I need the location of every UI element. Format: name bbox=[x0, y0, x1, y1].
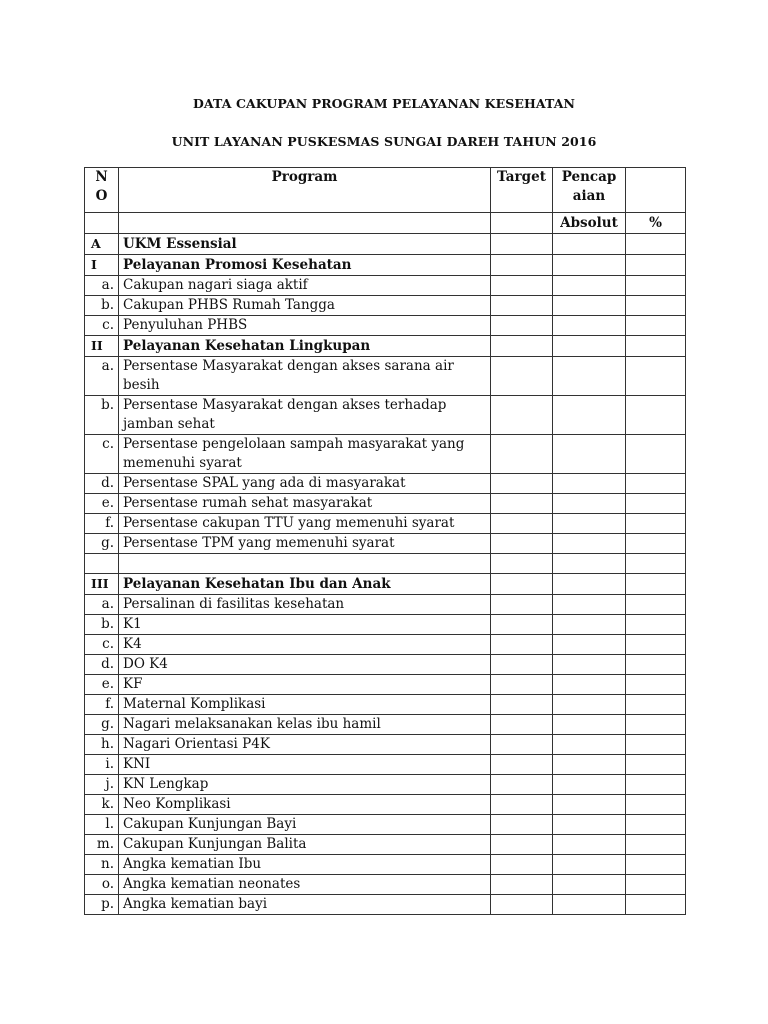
row-target bbox=[491, 494, 553, 514]
row-program: Nagari Orientasi P4K bbox=[119, 735, 491, 755]
header-target: Target bbox=[491, 168, 553, 213]
row-program: Cakupan Kunjungan Bayi bbox=[119, 815, 491, 835]
row-number bbox=[85, 554, 119, 574]
row-target bbox=[491, 855, 553, 875]
row-program: Persentase Masyarakat dengan akses terhadap jamban sehat bbox=[119, 396, 491, 435]
row-absolut bbox=[553, 835, 626, 855]
row-absolut bbox=[553, 494, 626, 514]
row-percent bbox=[626, 554, 686, 574]
row-absolut bbox=[553, 336, 626, 357]
header-empty bbox=[626, 168, 686, 213]
row-number: n. bbox=[85, 855, 119, 875]
row-target bbox=[491, 514, 553, 534]
row-percent bbox=[626, 795, 686, 815]
row-percent bbox=[626, 815, 686, 835]
row-absolut bbox=[553, 815, 626, 835]
row-number: b. bbox=[85, 396, 119, 435]
table-row bbox=[85, 655, 686, 675]
row-percent bbox=[626, 316, 686, 336]
row-program: Angka kematian neonates bbox=[119, 875, 491, 895]
row-target bbox=[491, 234, 553, 255]
row-number: I bbox=[85, 255, 119, 276]
row-absolut bbox=[553, 255, 626, 276]
row-program: Nagari melaksanakan kelas ibu hamil bbox=[119, 715, 491, 735]
row-target bbox=[491, 396, 553, 435]
section-row bbox=[85, 234, 686, 255]
row-program: Persentase TPM yang memenuhi syarat bbox=[119, 534, 491, 554]
row-absolut bbox=[553, 296, 626, 316]
row-number: d. bbox=[85, 655, 119, 675]
row-number: a. bbox=[85, 595, 119, 615]
subheader-empty-target bbox=[491, 213, 553, 234]
table-row bbox=[85, 474, 686, 494]
row-target bbox=[491, 474, 553, 494]
row-program: Persentase SPAL yang ada di masyarakat bbox=[119, 474, 491, 494]
row-absolut bbox=[553, 695, 626, 715]
row-absolut bbox=[553, 855, 626, 875]
row-absolut bbox=[553, 474, 626, 494]
row-absolut bbox=[553, 655, 626, 675]
row-absolut bbox=[553, 735, 626, 755]
table-row bbox=[85, 276, 686, 296]
row-absolut bbox=[553, 895, 626, 915]
row-number: o. bbox=[85, 875, 119, 895]
table-row bbox=[85, 835, 686, 855]
row-target bbox=[491, 255, 553, 276]
row-number: f. bbox=[85, 514, 119, 534]
row-number: k. bbox=[85, 795, 119, 815]
row-number: j. bbox=[85, 775, 119, 795]
row-percent bbox=[626, 835, 686, 855]
row-number: b. bbox=[85, 296, 119, 316]
row-target bbox=[491, 435, 553, 474]
row-program: KNI bbox=[119, 755, 491, 775]
section-row bbox=[85, 336, 686, 357]
row-target bbox=[491, 534, 553, 554]
row-absolut bbox=[553, 435, 626, 474]
header-absolut: Absolut bbox=[553, 213, 626, 234]
row-program: Cakupan Kunjungan Balita bbox=[119, 835, 491, 855]
table-row bbox=[85, 494, 686, 514]
row-percent bbox=[626, 534, 686, 554]
row-number: c. bbox=[85, 635, 119, 655]
row-number: a. bbox=[85, 276, 119, 296]
row-program: Angka kematian bayi bbox=[119, 895, 491, 915]
row-absolut bbox=[553, 234, 626, 255]
row-absolut bbox=[553, 615, 626, 635]
table-row bbox=[85, 595, 686, 615]
row-number: p. bbox=[85, 895, 119, 915]
row-percent bbox=[626, 234, 686, 255]
table-row bbox=[85, 695, 686, 715]
table-row bbox=[85, 735, 686, 755]
table-row bbox=[85, 775, 686, 795]
table-row bbox=[85, 615, 686, 635]
row-program: Persalinan di fasilitas kesehatan bbox=[119, 595, 491, 615]
row-program: Neo Komplikasi bbox=[119, 795, 491, 815]
row-absolut bbox=[553, 357, 626, 396]
row-program: UKM Essensial bbox=[119, 234, 491, 255]
row-target bbox=[491, 795, 553, 815]
row-target bbox=[491, 875, 553, 895]
row-percent bbox=[626, 435, 686, 474]
table-row bbox=[85, 554, 686, 574]
row-percent bbox=[626, 574, 686, 595]
subheader-empty-no bbox=[85, 213, 119, 234]
row-target bbox=[491, 595, 553, 615]
table-row bbox=[85, 855, 686, 875]
row-program: Pelayanan Promosi Kesehatan bbox=[119, 255, 491, 276]
row-percent bbox=[626, 336, 686, 357]
table-row bbox=[85, 534, 686, 554]
row-percent bbox=[626, 615, 686, 635]
row-percent bbox=[626, 296, 686, 316]
row-percent bbox=[626, 895, 686, 915]
table-row bbox=[85, 357, 686, 396]
row-percent bbox=[626, 595, 686, 615]
row-target bbox=[491, 775, 553, 795]
row-absolut bbox=[553, 574, 626, 595]
row-percent bbox=[626, 276, 686, 296]
row-absolut bbox=[553, 396, 626, 435]
row-target bbox=[491, 835, 553, 855]
row-absolut bbox=[553, 715, 626, 735]
row-target bbox=[491, 336, 553, 357]
row-percent bbox=[626, 775, 686, 795]
table-row bbox=[85, 296, 686, 316]
table-row bbox=[85, 316, 686, 336]
header-program: Program bbox=[119, 168, 491, 213]
row-percent bbox=[626, 695, 686, 715]
row-number: h. bbox=[85, 735, 119, 755]
row-number: d. bbox=[85, 474, 119, 494]
table-row bbox=[85, 795, 686, 815]
row-target bbox=[491, 554, 553, 574]
row-percent bbox=[626, 735, 686, 755]
row-target bbox=[491, 615, 553, 635]
row-target bbox=[491, 635, 553, 655]
row-number: f. bbox=[85, 695, 119, 715]
row-program: Pelayanan Kesehatan Lingkupan bbox=[119, 336, 491, 357]
row-program: Angka kematian Ibu bbox=[119, 855, 491, 875]
header-percent: % bbox=[626, 213, 686, 234]
row-target bbox=[491, 574, 553, 595]
table-row bbox=[85, 755, 686, 775]
table-row bbox=[85, 895, 686, 915]
row-target bbox=[491, 715, 553, 735]
row-number: III bbox=[85, 574, 119, 595]
row-absolut bbox=[553, 875, 626, 895]
row-absolut bbox=[553, 276, 626, 296]
row-percent bbox=[626, 715, 686, 735]
table-row bbox=[85, 715, 686, 735]
row-program: Persentase rumah sehat masyarakat bbox=[119, 494, 491, 514]
row-absolut bbox=[553, 675, 626, 695]
row-percent bbox=[626, 855, 686, 875]
row-number: m. bbox=[85, 835, 119, 855]
row-program: Cakupan nagari siaga aktif bbox=[119, 276, 491, 296]
row-number: c. bbox=[85, 316, 119, 336]
row-program bbox=[119, 554, 491, 574]
row-percent bbox=[626, 494, 686, 514]
row-target bbox=[491, 316, 553, 336]
table-row bbox=[85, 675, 686, 695]
row-target bbox=[491, 357, 553, 396]
row-percent bbox=[626, 635, 686, 655]
row-program: K1 bbox=[119, 615, 491, 635]
row-number: b. bbox=[85, 615, 119, 635]
row-number: e. bbox=[85, 675, 119, 695]
row-target bbox=[491, 276, 553, 296]
row-absolut bbox=[553, 775, 626, 795]
row-program: Persentase Masyarakat dengan akses sarana air besih bbox=[119, 357, 491, 396]
table-row bbox=[85, 635, 686, 655]
document-subtitle: UNIT LAYANAN PUSKESMAS SUNGAI DAREH TAHUN 2016 bbox=[171, 134, 597, 149]
row-absolut bbox=[553, 635, 626, 655]
table-row bbox=[85, 514, 686, 534]
row-percent bbox=[626, 474, 686, 494]
row-number: g. bbox=[85, 534, 119, 554]
row-absolut bbox=[553, 755, 626, 775]
row-percent bbox=[626, 875, 686, 895]
row-percent bbox=[626, 675, 686, 695]
row-absolut bbox=[553, 554, 626, 574]
document-title: DATA CAKUPAN PROGRAM PELAYANAN KESEHATAN bbox=[192, 96, 576, 111]
table-subheader-row bbox=[85, 213, 686, 234]
row-percent bbox=[626, 396, 686, 435]
row-absolut bbox=[553, 795, 626, 815]
header-no: N O bbox=[85, 168, 119, 213]
row-absolut bbox=[553, 534, 626, 554]
row-program: Penyuluhan PHBS bbox=[119, 316, 491, 336]
table-row bbox=[85, 815, 686, 835]
row-program: KN Lengkap bbox=[119, 775, 491, 795]
table-header-row bbox=[85, 168, 686, 213]
row-target bbox=[491, 755, 553, 775]
row-program: Maternal Komplikasi bbox=[119, 695, 491, 715]
row-percent bbox=[626, 255, 686, 276]
section-row bbox=[85, 574, 686, 595]
row-target bbox=[491, 655, 553, 675]
coverage-table bbox=[84, 167, 686, 915]
row-target bbox=[491, 815, 553, 835]
row-number: A bbox=[85, 234, 119, 255]
row-number: i. bbox=[85, 755, 119, 775]
row-percent bbox=[626, 357, 686, 396]
section-row bbox=[85, 255, 686, 276]
row-number: l. bbox=[85, 815, 119, 835]
row-number: a. bbox=[85, 357, 119, 396]
header-pencapaian: Pencap aian bbox=[553, 168, 626, 213]
row-target bbox=[491, 895, 553, 915]
row-target bbox=[491, 675, 553, 695]
row-number: e. bbox=[85, 494, 119, 514]
row-program: K4 bbox=[119, 635, 491, 655]
row-number: c. bbox=[85, 435, 119, 474]
row-number: g. bbox=[85, 715, 119, 735]
row-program: KF bbox=[119, 675, 491, 695]
row-program: Cakupan PHBS Rumah Tangga bbox=[119, 296, 491, 316]
row-percent bbox=[626, 655, 686, 675]
row-program: Persentase pengelolaan sampah masyarakat yang memenuhi syarat bbox=[119, 435, 491, 474]
row-program: Persentase cakupan TTU yang memenuhi syarat bbox=[119, 514, 491, 534]
table-row bbox=[85, 396, 686, 435]
row-program: DO K4 bbox=[119, 655, 491, 675]
row-absolut bbox=[553, 514, 626, 534]
row-target bbox=[491, 695, 553, 715]
table-row bbox=[85, 435, 686, 474]
row-program: Pelayanan Kesehatan Ibu dan Anak bbox=[119, 574, 491, 595]
row-number: II bbox=[85, 336, 119, 357]
row-absolut bbox=[553, 316, 626, 336]
table-row bbox=[85, 875, 686, 895]
row-target bbox=[491, 735, 553, 755]
row-absolut bbox=[553, 595, 626, 615]
row-percent bbox=[626, 514, 686, 534]
subheader-empty-program bbox=[119, 213, 491, 234]
row-target bbox=[491, 296, 553, 316]
row-percent bbox=[626, 755, 686, 775]
